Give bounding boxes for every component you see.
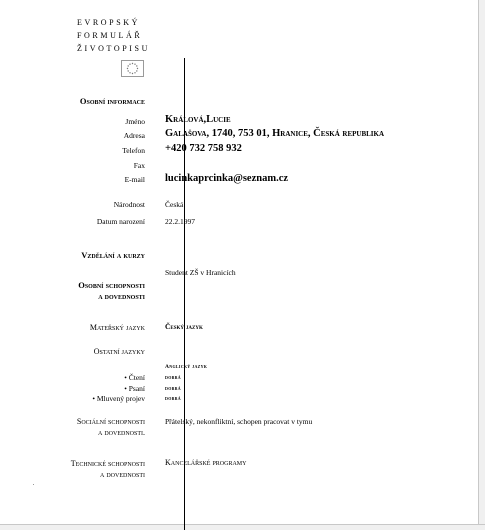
section-technical-line-2: a dovednosti [100, 470, 145, 479]
label-writing: • Psaní [124, 384, 145, 393]
section-social-line-1: Sociální schopnosti [76, 417, 145, 426]
label-name: Jméno [125, 117, 145, 126]
value-nationality: Česká [165, 200, 184, 209]
label-other-languages: Ostatní jazyky [93, 347, 145, 356]
value-speaking: dobrá [165, 396, 181, 402]
section-personal-info: Osobní informace [79, 96, 145, 106]
value-birthdate: 22.2.1997 [165, 217, 195, 226]
section-technical-line-1: Technické schopnosti [70, 459, 145, 468]
label-mother-tongue: Mateřský jazyk [89, 323, 145, 332]
label-fax: Fax [133, 161, 145, 170]
label-speaking: • Mluvený projev [92, 394, 145, 403]
value-language-name: Anglický jazyk [165, 364, 208, 370]
value-reading: dobrá [165, 375, 181, 381]
value-address: Galašova, 1740, 753 01, Hranice, Česká republika [165, 128, 385, 139]
label-nationality: Národnost [113, 200, 145, 209]
label-address: Adresa [123, 131, 145, 140]
label-phone: Telefon [122, 146, 145, 155]
value-phone: +420 732 758 932 [165, 143, 242, 154]
stray-mark [33, 484, 34, 485]
section-social-line-2: a dovednosti. [98, 428, 145, 437]
value-mother-tongue: Český jazyk [165, 322, 203, 331]
label-email: E-mail [124, 175, 145, 184]
section-education: Vzdělání a kurzy [81, 250, 145, 260]
value-technical: Kancelářské programy [165, 458, 247, 467]
section-skills-line-1: Osobní schopnosti [78, 280, 145, 290]
label-reading: • Čtení [124, 373, 145, 382]
window-right-edge [478, 0, 485, 530]
value-name: Králová,Lucie [165, 114, 231, 125]
window-bottom-edge [0, 524, 485, 530]
eu-flag-icon [121, 60, 144, 77]
eu-stars-icon [122, 61, 143, 76]
form-title-line-3: ŽIVOTOPISU [77, 44, 150, 53]
form-title-line-2: FORMULÁŘ [77, 31, 143, 40]
form-title-line-1: EVROPSKÝ [77, 18, 141, 27]
value-social: Přátelský, nekonfliktní, schopen pracovat v tymu [165, 417, 313, 426]
value-writing: dobrá [165, 386, 181, 392]
label-birthdate: Datum narození [96, 217, 145, 226]
value-email[interactable]: lucinkaprcinka@seznam.cz [165, 173, 289, 184]
section-skills-line-2: a dovednosti [98, 291, 145, 301]
value-education: Student ZŠ v Hranicích [165, 268, 236, 277]
